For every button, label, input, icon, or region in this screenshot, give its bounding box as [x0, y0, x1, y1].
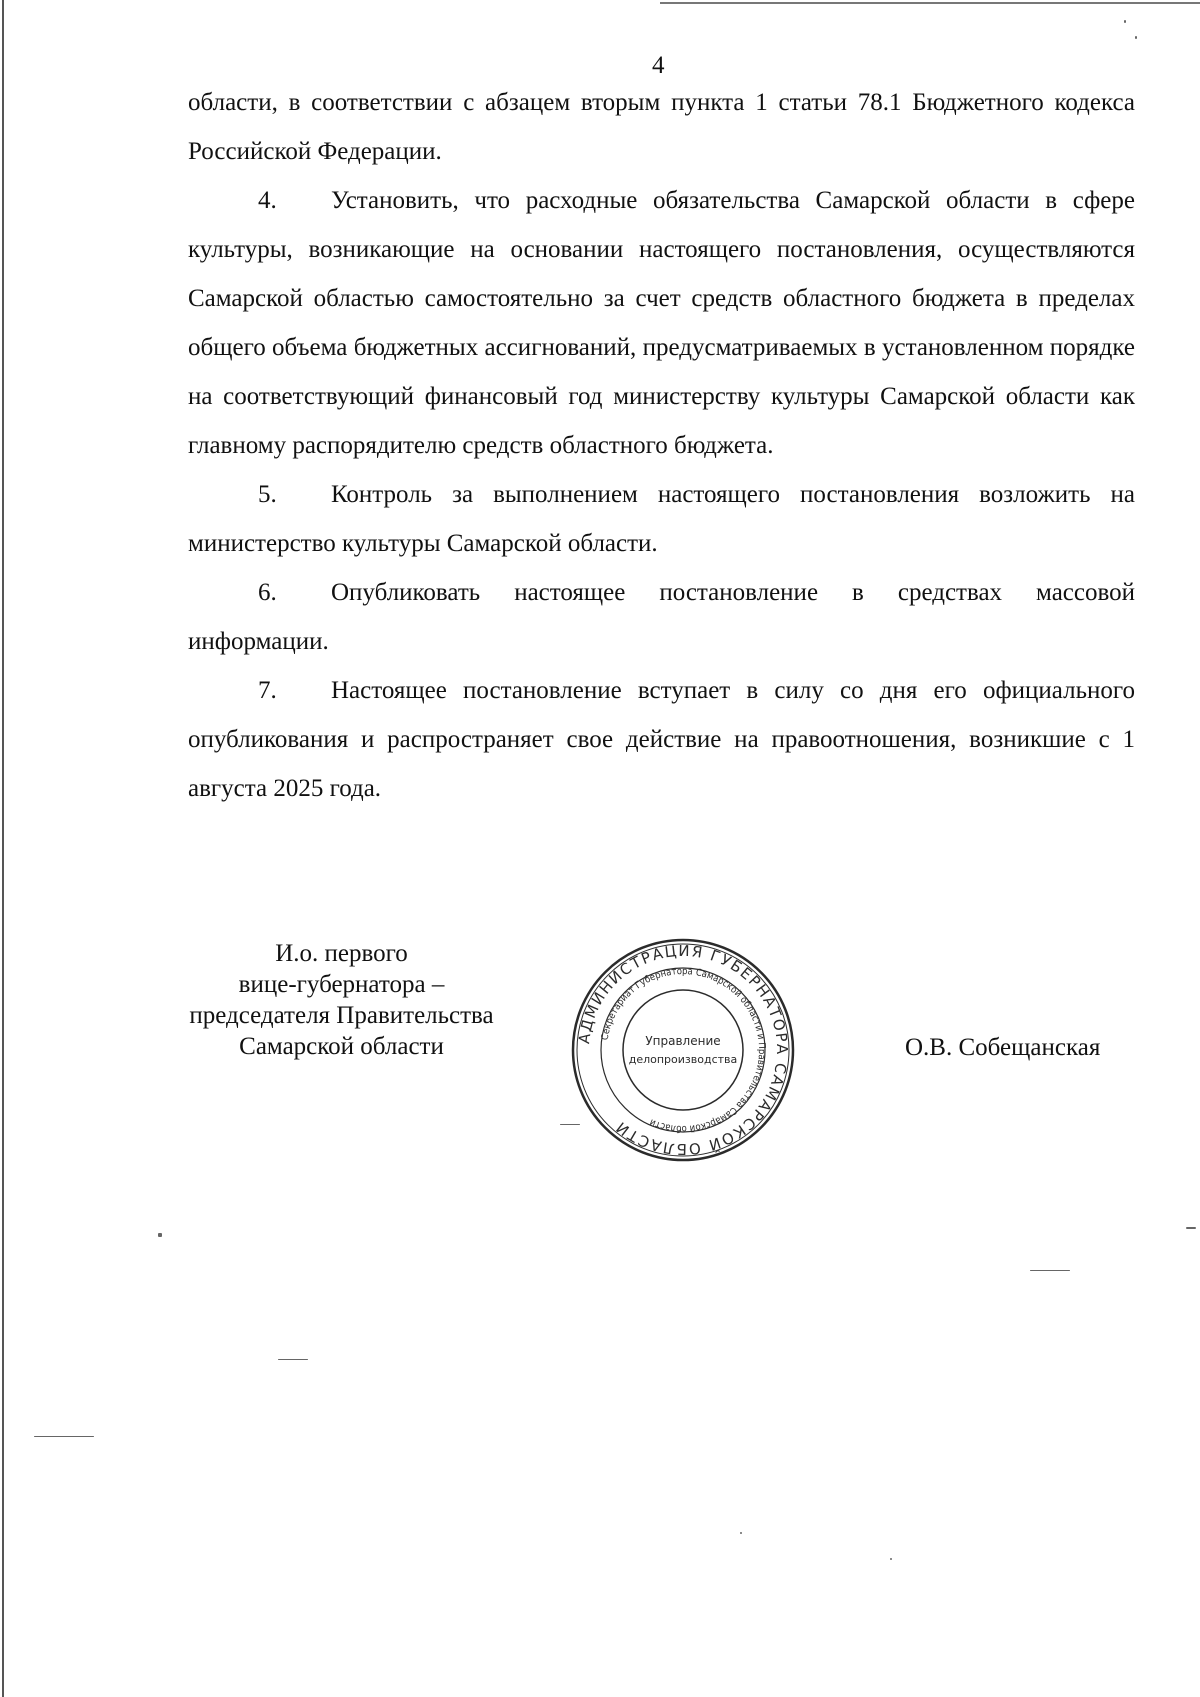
paragraph-number: 6.	[258, 579, 277, 606]
page-top-edge	[660, 2, 1200, 4]
paragraph-text: области, в соответствии с абзацем вторым пункта 1 статьи 78.1 Бюджетного кодекса Российской Федерации.	[188, 89, 1135, 165]
seal-inner-ring	[623, 990, 743, 1110]
paragraph-text: Контроль за выполнением настоящего постановления возложить на министерство культуры Самарской области.	[188, 481, 1135, 557]
seal-outer-text: АДМИНИСТРАЦИЯ ГУБЕРНАТОРА САМАРСКОЙ ОБЛАСТИ	[575, 941, 792, 1159]
scan-speck	[158, 1233, 162, 1237]
signatory-title-line: Самарской области	[239, 1033, 444, 1060]
scan-speck	[1030, 1270, 1070, 1271]
signatory-title-line: председателя Правительства	[189, 1002, 494, 1029]
page-number: 4	[652, 52, 665, 79]
paragraph-7	[188, 666, 1135, 813]
paragraph-6	[188, 568, 1135, 666]
seal-inner-text: Секретариат Губернатора Самарской области и Правительства Самарской области	[599, 965, 768, 1135]
paragraph-text: Настоящее постановление вступает в силу со дня его официального опубликования и распространяет свое действие на правоотношения, возникшие с 1 августа 2025 года.	[188, 677, 1135, 802]
document-body	[188, 78, 1135, 813]
seal-center-line-1: Управление	[645, 1034, 721, 1048]
scan-speck	[1124, 20, 1126, 23]
paragraph-number: 4.	[258, 187, 277, 214]
paragraph-continuation	[188, 78, 1135, 176]
scan-speck	[278, 1359, 308, 1360]
signatory-title-line: И.о. первого	[275, 940, 408, 967]
signatory-title-line: вице-губернатора –	[238, 971, 445, 998]
paragraph-number: 5.	[258, 481, 277, 508]
seal-graphic	[568, 935, 798, 1165]
scan-speck	[890, 1558, 892, 1560]
official-seal	[568, 935, 798, 1165]
scan-speck	[1135, 36, 1137, 39]
scan-speck	[34, 1436, 94, 1437]
signatory-title	[150, 938, 533, 1062]
scan-speck	[560, 1124, 580, 1125]
paragraph-text: Опубликовать настоящее постановление в средствах массовой информации.	[188, 579, 1135, 655]
scan-speck	[1186, 1227, 1196, 1229]
paragraph-5	[188, 470, 1135, 568]
signatory-name: О.В. Собещанская	[905, 1034, 1101, 1061]
page-left-edge	[2, 0, 4, 1697]
paragraph-number: 7.	[258, 677, 277, 704]
seal-center-line-2: делопроизводства	[628, 1053, 738, 1066]
paragraph-4	[188, 176, 1135, 470]
scan-speck	[740, 1532, 742, 1534]
paragraph-text: Установить, что расходные обязательства Самарской области в сфере культуры, возникающие на основании настоящего постановления, осуществляются Самарской областью самостоятельно за счет средств областного бюджета в пределах общего объема бюджетных ассигнований, предусматриваемых в установленном порядке на соответствующий финансовый год министерству культуры Самарской области как главному распорядителю средств областного бюджета.	[188, 187, 1135, 459]
